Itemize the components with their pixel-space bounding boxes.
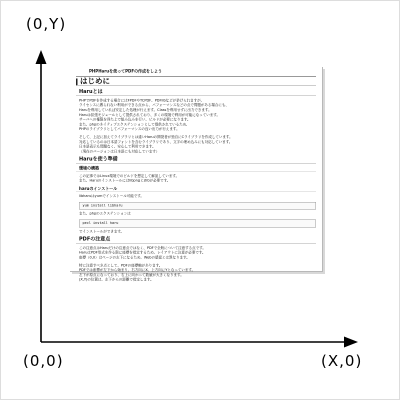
- y-axis-label: (0,Y): [26, 15, 67, 33]
- text-line: この記事ではLinux環境でのビルドを想定して解説しています。: [79, 173, 180, 178]
- code-block-yum: yum install libharu: [79, 202, 316, 210]
- pdf-page-content: [70, 67, 322, 286]
- text-line: 左下が原点になっており、右上に向かって数値が大きくなります。: [79, 272, 184, 277]
- text-line: PHPでPDFを作成する場合にはFPDFやTCPDF、PDFlibなどが挙げられますが、: [79, 98, 205, 103]
- subheading-install: haruのインストール: [76, 186, 316, 192]
- x-axis-label: (X,0): [321, 352, 363, 370]
- text-line: そして、上記に加えてライブラリとは違いHaruの開発者が独自にCライブラリを作成しています。: [79, 134, 233, 139]
- text-line: Haruを利用していれば安定した処理が行えます。Classを利用せずに出力できます。: [79, 107, 212, 112]
- text-line: Haruは拡張モジュールとして提供されており、多くの環境で利用が可能になっています。: [79, 112, 221, 117]
- text-line: 座標（0,0）はページの左下になるため、Webの感覚とは異なります。: [79, 255, 190, 260]
- code-block-pecl: pecl install haru: [79, 220, 316, 228]
- text-line: 特に注意すべき点として、PDFの座標軸があります。: [79, 263, 163, 268]
- title-divider: [76, 76, 316, 77]
- paragraph-notes-1: [79, 246, 316, 260]
- text-line: PHPのライブラリとしてパフォーマンスの良い出力が行えます。: [79, 127, 180, 132]
- document-title: PHPHaruを使ってPDFの作成をしよう: [89, 69, 163, 74]
- paragraph-haru-1: [79, 98, 316, 132]
- paragraph-install-intro: libharuはyumでインストール可能です。: [79, 194, 144, 199]
- text-line: サーバへの権限を得た上で組み込みを行い、ビルドが必要になります。: [79, 117, 191, 122]
- heading-introduction: はじめに: [76, 78, 316, 85]
- text-line: HaruはPDF形式を作る際に座標を指定するため、レイアウトに注意が必要です。: [79, 250, 206, 255]
- y-axis-arrowhead: [36, 50, 47, 64]
- subheading-environment: 環境の構築: [76, 166, 316, 172]
- text-line: この注意点はHaruだけの注意点ではなく、PDFで全般について注意する点です。: [79, 245, 206, 250]
- origin-label: (0,0): [23, 352, 64, 370]
- paragraph-pecl-intro: また、phpのエクステンションは: [79, 211, 131, 216]
- paragraph-haru-2: [79, 135, 316, 154]
- paragraph-install-done: でインストールができます。: [79, 229, 125, 234]
- text-line: （現在のバージョンは日本語にも対応しています）: [79, 149, 160, 154]
- x-axis-arrowhead: [344, 337, 358, 348]
- text-line: PDFでは座標が左下から始まり、右方向にX、上方向にYとなっています。: [79, 268, 196, 273]
- paragraph-environment: [79, 174, 316, 184]
- text-line: 日本語表示も問題なく、安心して利用できます。: [79, 144, 156, 149]
- text-line: また、phpのネイティブエクステンションとして提供されているため、: [79, 122, 190, 127]
- paragraph-notes-2: [79, 263, 316, 282]
- section-heading-preparation: Haruを使う準備: [76, 157, 316, 163]
- pdf-page-thumbnail: [70, 67, 323, 282]
- section-heading-notes: PDFの注意点: [76, 237, 316, 243]
- text-line: 対応しているのは日本語フォントを含むライブラリであり、文字の埋め込みにも対応しています。: [79, 139, 233, 144]
- text-line: また、Haruのインストールにはlibpngとzlibが必要です。: [79, 178, 171, 183]
- text-line: (X,Y)の位置は、左下からの距離で指定します。: [79, 277, 154, 282]
- text-line: ライセンスに縛られない利用ができる点から、パフォーマンスなどの点で問題がある場合にも、: [79, 103, 229, 108]
- section-heading-haru: Haruとは: [76, 90, 316, 96]
